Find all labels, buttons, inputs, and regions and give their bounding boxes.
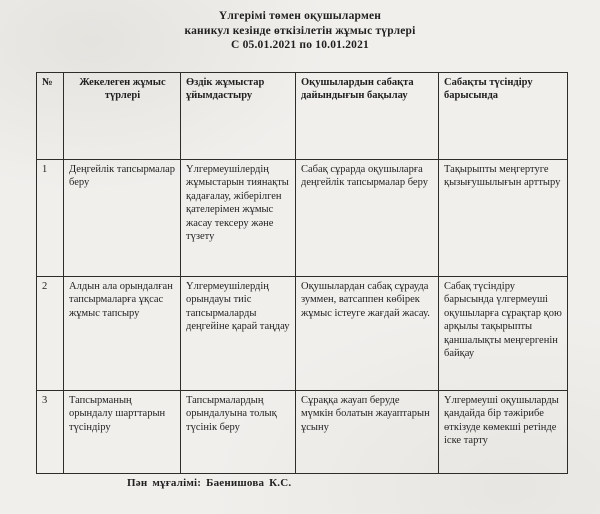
cell-readiness-control: Сабақ сұрарда оқушыларға деңгейлік тапсырмалар беру [296, 160, 439, 277]
row-number: 2 [37, 277, 64, 391]
cell-readiness-control: Сұраққа жауап беруде мүмкін болатын жауаптарын ұсыну [296, 391, 439, 474]
cell-explanation: Үлгермеуші оқушыларды қандайда бір тәжірибе өткізуде көмекші ретінде іске тарту [439, 391, 568, 474]
work-plan-table [36, 72, 568, 474]
cell-explanation: Сабақ түсіндіру барысында үлгермеуші оқушыларға сұрақтар қою арқылы тақырыпты қаншалықты меңгергенін байқау [439, 277, 568, 391]
document-title [0, 9, 600, 53]
cell-work-type: Тапсырманың орындалу шарттарын түсіндіру [64, 391, 181, 474]
cell-work-type: Алдын ала орындалған тапсырмаларға ұқсас жұмыс тапсыру [64, 277, 181, 391]
cell-explanation: Тақырыпты меңгертуге қызығушылығын арттыру [439, 160, 568, 277]
row-number: 1 [37, 160, 64, 277]
header-row [37, 73, 568, 160]
table-row [37, 391, 568, 474]
cell-independent-work: Тапсырмалардың орындалуына толық түсінік беру [181, 391, 296, 474]
cell-readiness-control: Оқушылардан сабақ сұрауда зуммен, ватсаппен көбірек жұмыс істеуге жағдай жасау. [296, 277, 439, 391]
title-line-3: С 05.01.2021 по 10.01.2021 [230, 39, 369, 52]
header-lesson-readiness-control: Оқушылардын сабақта дайындығын бақылау [296, 73, 439, 160]
header-lesson-explanation: Сабақты түсіндіру барысында [439, 73, 568, 160]
cell-independent-work: Үлгермеушілердің жұмыстарын тиянақты қадағалау, жіберілген қателерімен жұмыс жасау тексеру және түзету [181, 160, 296, 277]
header-number: № [37, 73, 64, 160]
teacher-signature: Пән мұғалімі: Баенишова К.С. [127, 477, 292, 489]
row-number: 3 [37, 391, 64, 474]
header-independent-work: Өздік жұмыстар ұйымдастыру [181, 73, 296, 160]
title-line-1: Үлгерімі төмен оқушылармен [218, 10, 382, 22]
cell-work-type: Деңгейлік тапсырмалар беру [64, 160, 181, 277]
cell-independent-work: Үлгермеушілердің орындауы тиіс тапсырмаларды деңгейіне қарай таңдау [181, 277, 296, 391]
table-row [37, 277, 568, 391]
title-line-2: каникул кезінде өткізілетін жұмыс түрлері [184, 24, 416, 37]
table-row [37, 160, 568, 277]
header-individual-work-types: Жекелеген жұмыс түрлері [64, 73, 181, 160]
